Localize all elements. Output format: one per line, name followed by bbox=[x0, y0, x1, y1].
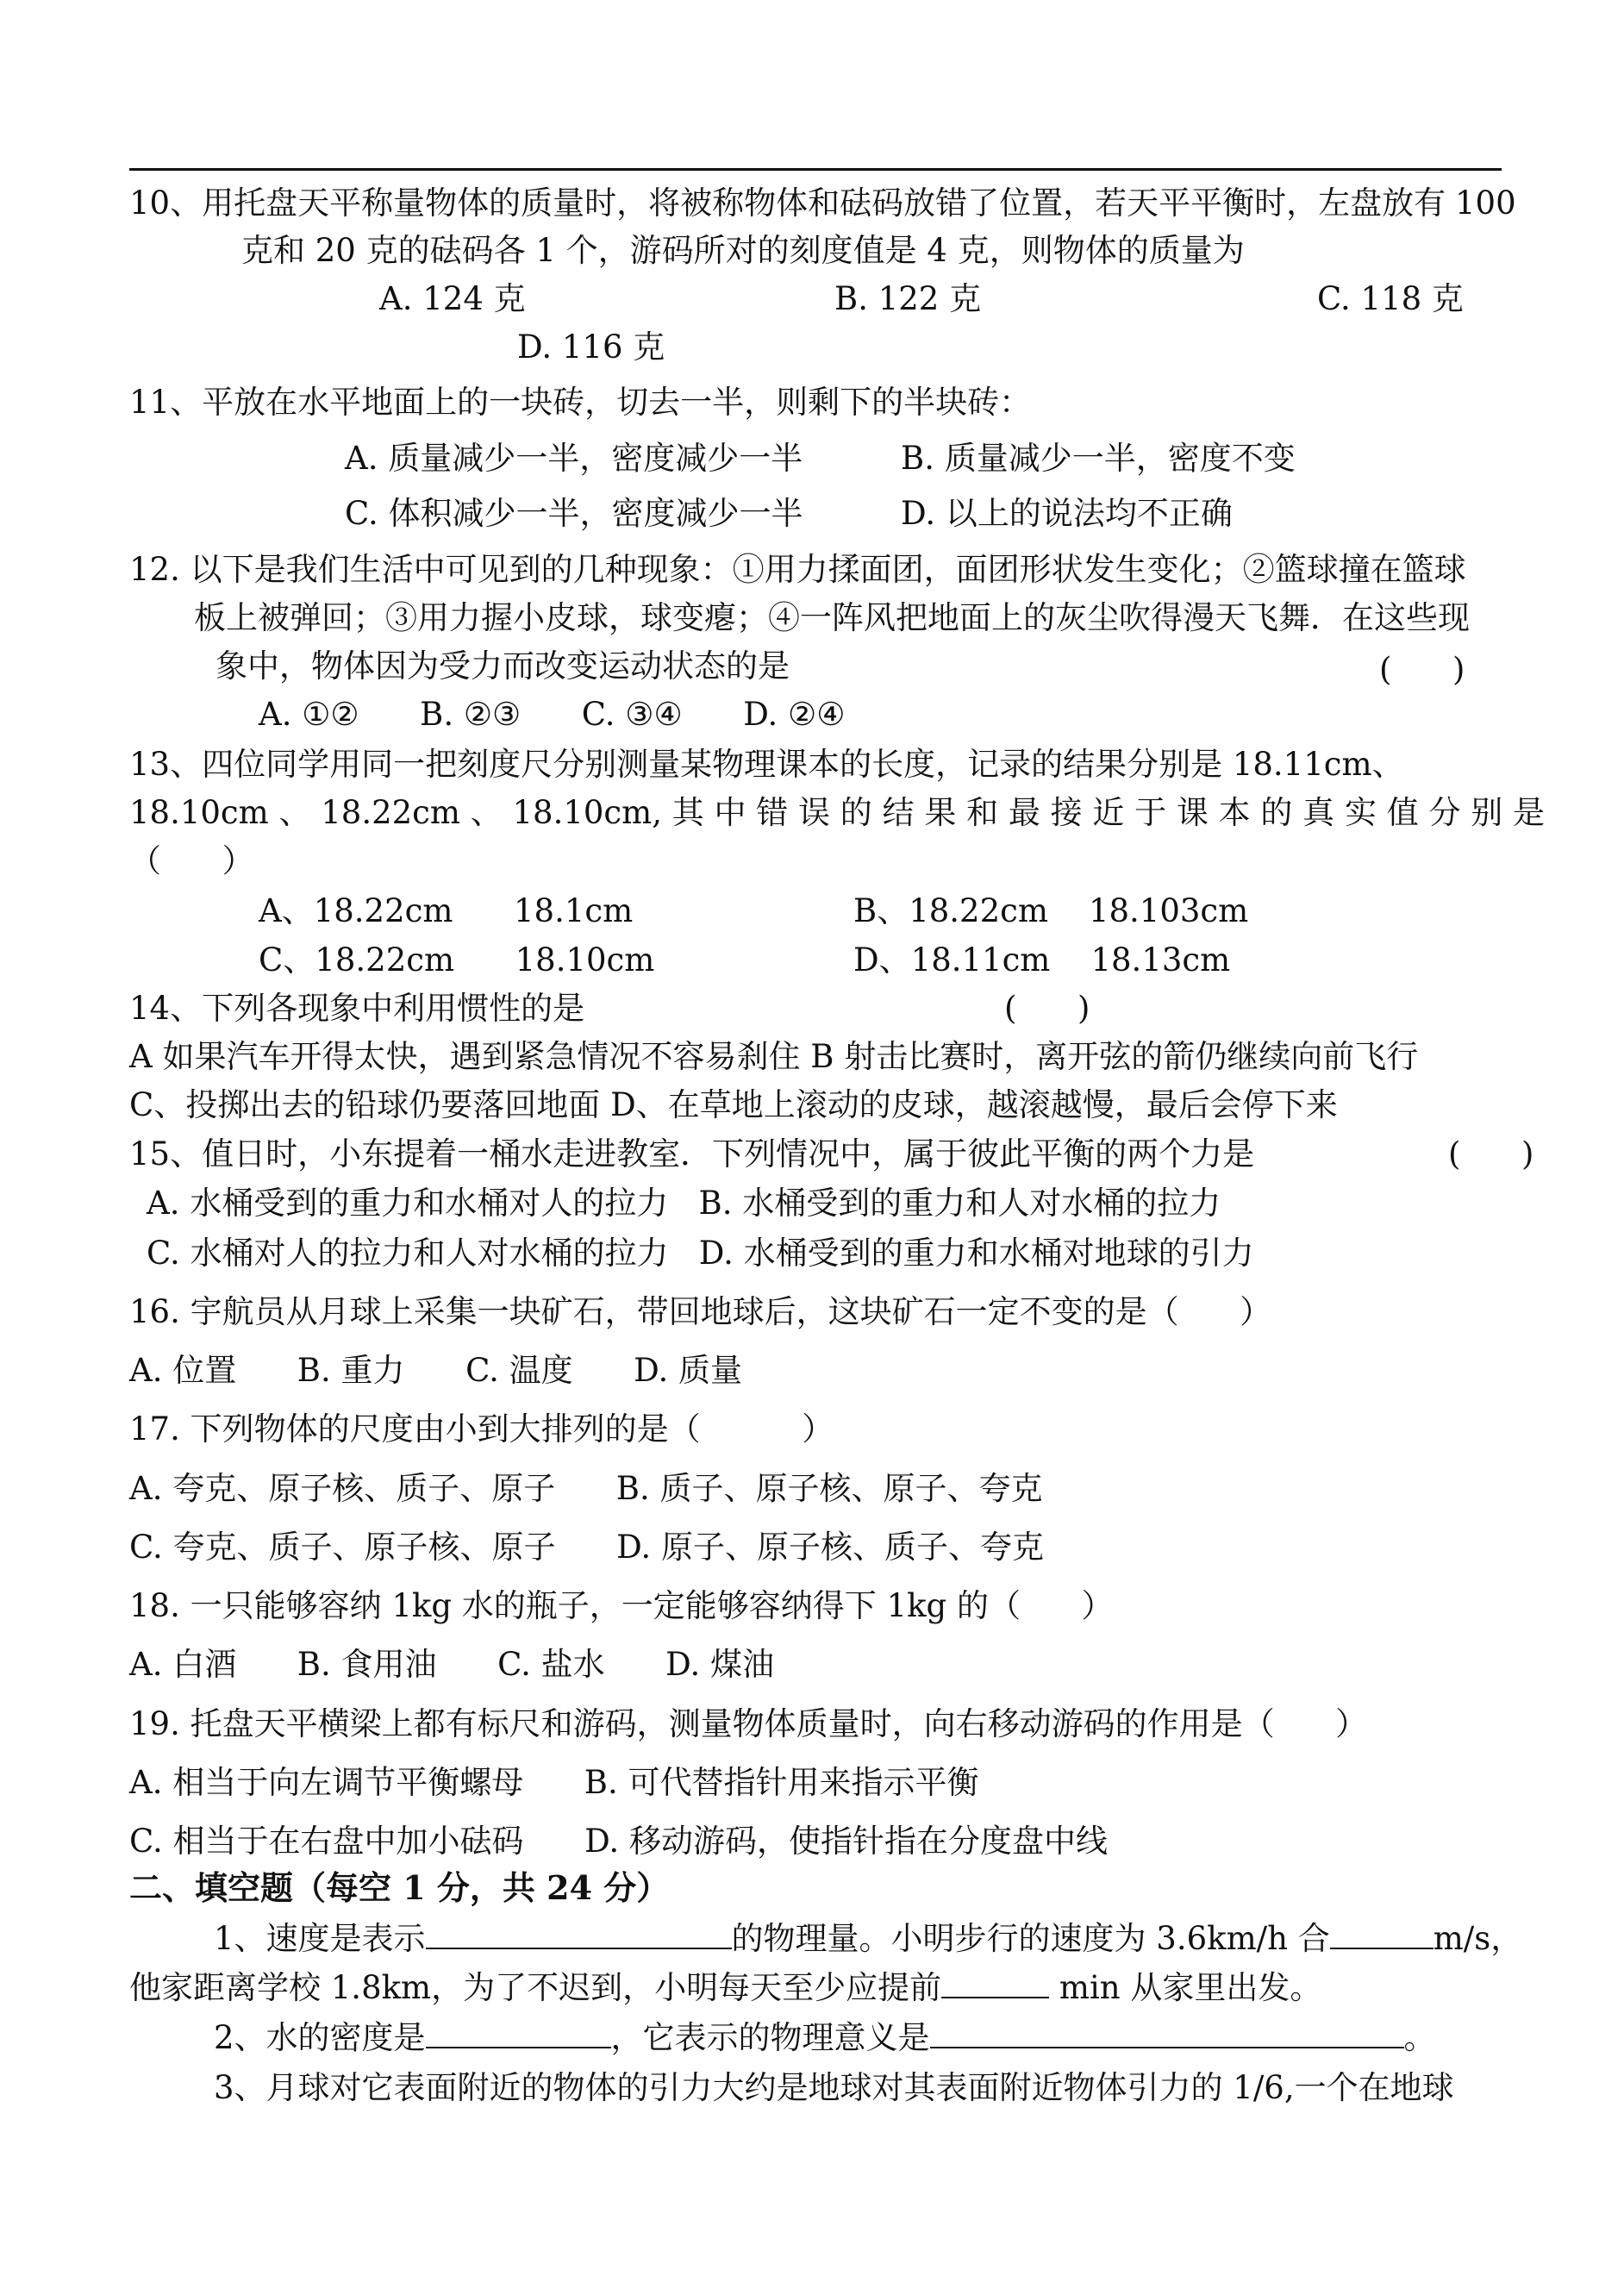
fill2-text-a: 2、水的密度是 bbox=[214, 2019, 426, 2056]
q13-line1: 13、四位同学用同一把刻度尺分别测量某物理课本的长度，记录的结果分别是 18.11cm、 bbox=[129, 746, 1404, 783]
q13-option-d: D、18.11cm 18.13cm bbox=[853, 941, 1231, 979]
q14-stem: 14、下列各现象中利用惯性的是 bbox=[129, 990, 585, 1027]
fill1-text-e: min 从家里出发。 bbox=[1049, 1969, 1322, 2006]
q12-line3: 象中，物体因为受力而改变运动状态的是 bbox=[215, 647, 790, 685]
fill1-blank-2[interactable] bbox=[1330, 1918, 1433, 1949]
fill2-blank-2[interactable] bbox=[930, 2017, 1404, 2048]
q15-options-cd: C. 水桶对人的拉力和人对水桶的拉力 D. 水桶受到的重力和水桶对地球的引力 bbox=[147, 1235, 1254, 1272]
q11-option-d: D. 以上的说法均不正确 bbox=[901, 495, 1233, 532]
fill2-line bbox=[214, 2017, 1436, 2059]
q15-answer-paren: ( ) bbox=[1448, 1135, 1534, 1173]
q10-line1: 10、用托盘天平称量物体的质量时，将被称物体和砝码放错了位置，若天平平衡时，左盘放有 bbox=[129, 184, 1446, 222]
fill2-text-b: ，它表示的物理意义是 bbox=[610, 2019, 930, 2056]
q14-options-ab: A 如果汽车开得太快，遇到紧急情况不容易刹住 B 射击比赛时，离开弦的箭仍继续向前飞行 bbox=[129, 1038, 1419, 1075]
q10-line2: 克和 20 克的砝码各 1 个，游码所对的刻度值是 4 克，则物体的质量为 bbox=[241, 232, 1245, 269]
q16-stem: 16. 宇航员从月球上采集一块矿石，带回地球后，这块矿石一定不变的是（ ） bbox=[129, 1293, 1272, 1330]
q10-line1-end: 100 bbox=[1455, 184, 1516, 222]
fill1-text-b: 的物理量。小明步行的速度为 3.6km/h 合 bbox=[731, 1920, 1330, 1957]
q11-option-c: C. 体积减少一半，密度减少一半 bbox=[345, 495, 803, 532]
q18-stem: 18. 一只能够容纳 1kg 水的瓶子，一定能够容纳得下 1kg 的（ ） bbox=[129, 1587, 1114, 1624]
q12-options: A. ①② B. ②③ C. ③④ D. ②④ bbox=[259, 696, 846, 733]
fill1-blank-3[interactable] bbox=[941, 1967, 1049, 1998]
q14-answer-paren: ( ) bbox=[1004, 990, 1090, 1027]
q19-options-cd: C. 相当于在右盘中加小砝码 D. 移动游码，使指针指在分度盘中线 bbox=[129, 1823, 1108, 1860]
fill1-blank-1[interactable] bbox=[426, 1918, 732, 1949]
q12-line2: 板上被弹回；③用力握小皮球，球变瘪；④一阵风把地面上的灰尘吹得漫天飞舞．在这些现 bbox=[194, 599, 1470, 636]
fill1-text-a: 1、速度是表示 bbox=[214, 1920, 426, 1957]
q15-options-ab: A. 水桶受到的重力和水桶对人的拉力 B. 水桶受到的重力和人对水桶的拉力 bbox=[147, 1185, 1221, 1222]
q12-line1: 12. 以下是我们生活中可见到的几种现象：①用力揉面团，面团形状发生变化；②篮球撞在篮球 bbox=[129, 551, 1466, 588]
q10-option-a: A. 124 克 bbox=[379, 280, 526, 317]
fill1-text-c: m/s， bbox=[1433, 1920, 1523, 1957]
fill3-line: 3、月球对它表面附近的物体的引力大约是地球对其表面附近物体引力的 1/6,一个在地球 bbox=[214, 2069, 1454, 2106]
fill2-text-c: 。 bbox=[1403, 2019, 1436, 2056]
q17-options-ab: A. 夸克、原子核、质子、原子 B. 质子、原子核、原子、夸克 bbox=[129, 1470, 1043, 1507]
q15-stem: 15、值日时，小东提着一桶水走进教室．下列情况中，属于彼此平衡的两个力是 bbox=[129, 1135, 1255, 1173]
q18-options: A. 白酒 B. 食用油 C. 盐水 D. 煤油 bbox=[129, 1646, 775, 1683]
q14-options-cd: C、投掷出去的铅球仍要落回地面 D、在草地上滚动的皮球，越滚越慢，最后会停下来 bbox=[129, 1086, 1338, 1123]
q17-options-cd: C. 夸克、质子、原子核、原子 D. 原子、原子核、质子、夸克 bbox=[129, 1529, 1044, 1566]
q13-option-c: C、18.22cm 18.10cm bbox=[259, 941, 655, 979]
fill2-blank-1[interactable] bbox=[426, 2017, 611, 2048]
section-heading-fill-in: 二、填空题（每空 1 分，共 24 分） bbox=[129, 1868, 670, 1907]
header-rule bbox=[129, 168, 1502, 171]
q13-line2: 18.10cm 、 18.22cm 、 18.10cm, 其 中 错 误 的 结 果 和 最 接 近 于 课 本 的 真 实 值 分 别 是 bbox=[129, 794, 1545, 831]
fill1-line1 bbox=[214, 1918, 1522, 1960]
fill1-text-d: 他家距离学校 1.8km，为了不迟到，小明每天至少应提前 bbox=[129, 1969, 942, 2006]
q13-option-b: B、18.22cm 18.103cm bbox=[853, 892, 1249, 929]
q19-options-ab: A. 相当于向左调节平衡螺母 B. 可代替指针用来指示平衡 bbox=[129, 1764, 979, 1801]
q17-stem: 17. 下列物体的尺度由小到大排列的是（ ） bbox=[129, 1410, 834, 1448]
q13-option-a: A、18.22cm 18.1cm bbox=[259, 892, 634, 929]
q19-stem: 19. 托盘天平横梁上都有标尺和游码，测量物体质量时，向右移动游码的作用是（ ） bbox=[129, 1705, 1368, 1742]
q13-answer-paren: （ ） bbox=[129, 842, 254, 879]
q11-option-b: B. 质量减少一半，密度不变 bbox=[901, 440, 1296, 477]
q12-answer-paren: ( ) bbox=[1379, 651, 1465, 688]
q10-option-b: B. 122 克 bbox=[834, 280, 982, 317]
q11-stem: 11、平放在水平地面上的一块砖，切去一半，则剩下的半块砖： bbox=[129, 384, 1032, 421]
q11-option-a: A. 质量减少一半，密度减少一半 bbox=[345, 440, 803, 477]
fill1-line2 bbox=[129, 1967, 1321, 2009]
q10-option-c: C. 118 克 bbox=[1317, 280, 1464, 317]
q10-option-d: D. 116 克 bbox=[517, 328, 665, 366]
q16-options: A. 位置 B. 重力 C. 温度 D. 质量 bbox=[129, 1352, 743, 1389]
